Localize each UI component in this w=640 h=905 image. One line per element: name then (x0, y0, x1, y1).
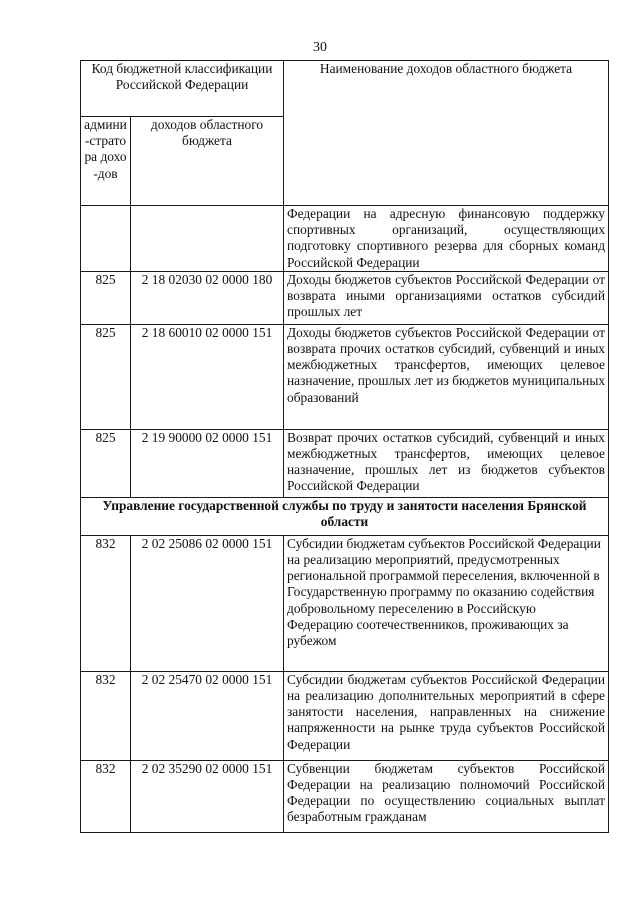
section-row (81, 497, 609, 535)
table-row (81, 760, 609, 832)
row-name: Федерации на адресную финансовую поддержку спортивных организаций, осуществляющих подготовку спортивного резерва для сборных команд Российской Федерации (284, 206, 609, 272)
header-code-group: Код бюджетной классификации Российской Федерации (81, 61, 284, 117)
row-admin: 825 (81, 324, 131, 429)
row-code: 2 18 02030 02 0000 180 (131, 271, 284, 324)
header-name: Наименование доходов областного бюджета (284, 61, 609, 206)
row-name: Субсидии бюджетам субъектов Российской Федерации на реализацию мероприятий, предусмотренных региональной программой переселения, включенной в Государственную программу по оказанию содействия добровольному переселению в Российскую Федерацию соотечественников, проживающих за рубежом (284, 535, 609, 671)
row-admin (81, 206, 131, 272)
row-code: 2 02 25086 02 0000 151 (131, 535, 284, 671)
row-admin: 832 (81, 671, 131, 760)
table-row (81, 271, 609, 324)
row-name: Субсидии бюджетам субъектов Российской Федерации на реализацию дополнительных мероприятий в сфере занятости населения, направленных на снижение напряженности на рынке труда субъектов Российской Федерации (284, 671, 609, 760)
header-income-label: доходов областного бюджета (150, 117, 264, 149)
row-code: 2 02 25470 02 0000 151 (131, 671, 284, 760)
row-admin: 825 (81, 429, 131, 497)
row-admin: 832 (81, 760, 131, 832)
table-row (81, 324, 609, 429)
row-code: 2 02 35290 02 0000 151 (131, 760, 284, 832)
row-name: Доходы бюджетов субъектов Российской Федерации от возврата прочих остатков субсидий, субвенций и иных межбюджетных трансфертов, имеющих целевое назначение, прошлых лет из бюджетов муниципальных образований (284, 324, 609, 429)
row-admin: 825 (81, 271, 131, 324)
row-name: Возврат прочих остатков субсидий, субвенций и иных межбюджетных трансфертов, имеющих целевое назначение, прошлых лет из бюджетов субъектов Российской Федерации (284, 429, 609, 497)
row-admin: 832 (81, 535, 131, 671)
header-admin: админи-стратора дохо-дов (81, 117, 131, 206)
page-number: 30 (313, 40, 327, 55)
header-income (131, 117, 284, 206)
table-row (81, 671, 609, 760)
budget-classification-table (80, 60, 609, 833)
table-row (81, 429, 609, 497)
row-code: 2 19 90000 02 0000 151 (131, 429, 284, 497)
table-row (81, 535, 609, 671)
table-header-row (81, 61, 609, 117)
row-code: 2 18 60010 02 0000 151 (131, 324, 284, 429)
section-title: Управление государственной службы по труду и занятости населения Брянской области (81, 497, 609, 535)
row-name: Доходы бюджетов субъектов Российской Федерации от возврата иными организациями остатков субсидий прошлых лет (284, 271, 609, 324)
table-row (81, 206, 609, 272)
row-name: Субвенции бюджетам субъектов Российской Федерации на реализацию полномочий Российской Федерации по осуществлению социальных выплат безработным гражданам (284, 760, 609, 832)
row-code (131, 206, 284, 272)
